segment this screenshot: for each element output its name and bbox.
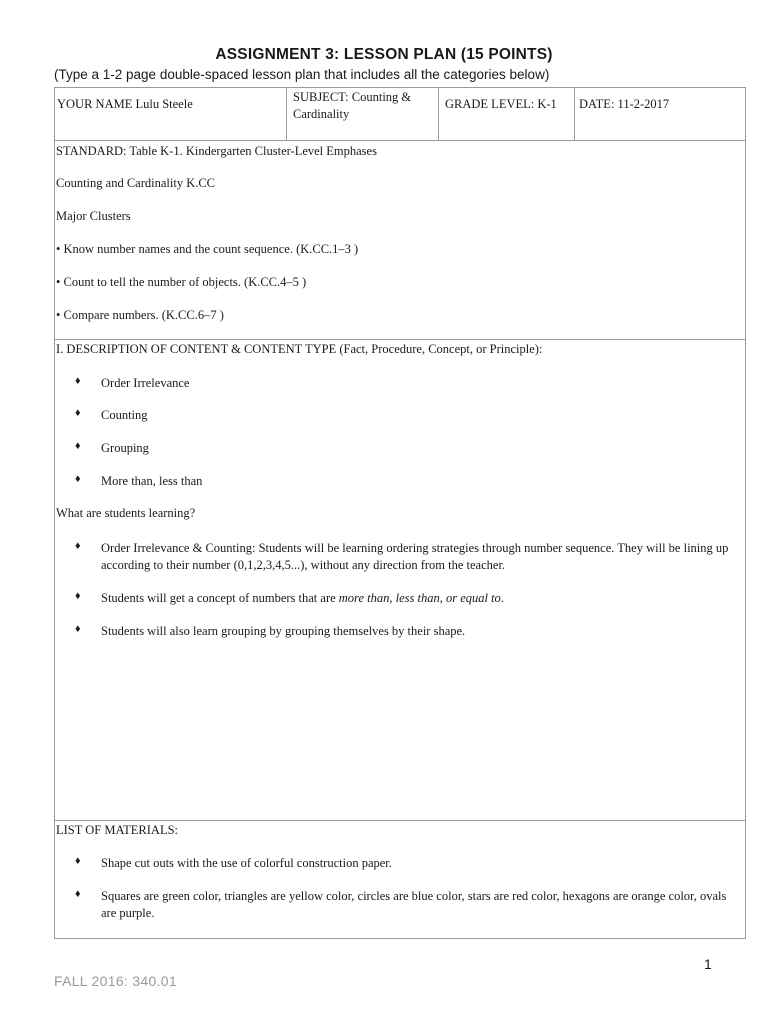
material-item: Squares are green color, triangles are yellow color, circles are blue color, stars are red color, hexagons are orange color, ovals are purple. xyxy=(101,889,727,920)
course-footer: FALL 2016: 340.01 xyxy=(54,973,177,989)
content-type-label: Order Irrelevance xyxy=(101,376,190,390)
diamond-bullet-icon: ♦ xyxy=(75,623,81,635)
standard-item: • Know number names and the count sequence. (K.CC.1–3 ) xyxy=(56,242,359,256)
materials-section xyxy=(55,821,745,938)
learning-question: What are students learning? xyxy=(56,506,196,520)
standard-heading: STANDARD: Table K-1. Kindergarten Cluster-Level Emphases xyxy=(56,144,377,158)
standard-item: • Count to tell the number of objects. (K.CC.4–5 ) xyxy=(56,275,307,289)
name-cell: YOUR NAME Lulu Steele xyxy=(55,88,287,140)
date-cell: DATE: 11-2-2017 xyxy=(579,97,670,111)
learning-objective xyxy=(101,590,743,607)
objective-text: Students will get a concept of numbers that are xyxy=(101,591,339,605)
assignment-title: ASSIGNMENT 3: LESSON PLAN (15 POINTS) xyxy=(215,46,553,63)
learning-objective: Students will also learn grouping by grouping themselves by their shape. xyxy=(101,624,466,638)
standard-clusters-label: Major Clusters xyxy=(56,209,131,223)
diamond-bullet-icon: ♦ xyxy=(75,888,81,900)
diamond-bullet-icon: ♦ xyxy=(75,540,81,552)
content-description-section xyxy=(55,340,745,821)
material-item: Shape cut outs with the use of colorful construction paper. xyxy=(101,856,392,870)
lesson-plan-table xyxy=(54,87,746,939)
grade-level-cell: GRADE LEVEL: K-1 xyxy=(439,88,575,140)
content-type-label: Counting xyxy=(101,408,148,422)
page-number: 1 xyxy=(704,956,712,972)
subject-cell: SUBJECT: Counting & Cardinality xyxy=(287,88,439,140)
diamond-bullet-icon: ♦ xyxy=(75,407,81,419)
diamond-bullet-icon: ♦ xyxy=(75,473,81,485)
diamond-bullet-icon: ♦ xyxy=(75,440,81,452)
standard-item: • Compare numbers. (K.CC.6–7 ) xyxy=(56,308,224,322)
content-type-label: Grouping xyxy=(101,441,149,455)
content-type-label: More than, less than xyxy=(101,474,203,488)
objective-emphasis: more than, less than, or equal to xyxy=(338,591,501,605)
diamond-bullet-icon: ♦ xyxy=(75,590,81,602)
materials-heading: LIST OF MATERIALS: xyxy=(56,823,179,837)
info-row xyxy=(55,88,745,141)
diamond-bullet-icon: ♦ xyxy=(75,375,81,387)
assignment-instructions: (Type a 1-2 page double-spaced lesson plan that includes all the categories below) xyxy=(54,67,550,82)
standard-section xyxy=(55,140,745,340)
learning-objective: Order Irrelevance & Counting: Students will be learning ordering strategies through number sequence. They will be lining up according to their number (0,1,2,3,4,5...), without any direction from the teacher. xyxy=(101,541,729,572)
diamond-bullet-icon: ♦ xyxy=(75,855,81,867)
objective-text-end: . xyxy=(500,591,504,605)
content-heading: I. DESCRIPTION OF CONTENT & CONTENT TYPE (Fact, Procedure, Concept, or Principle): xyxy=(56,342,543,356)
standard-domain: Counting and Cardinality K.CC xyxy=(56,176,216,190)
